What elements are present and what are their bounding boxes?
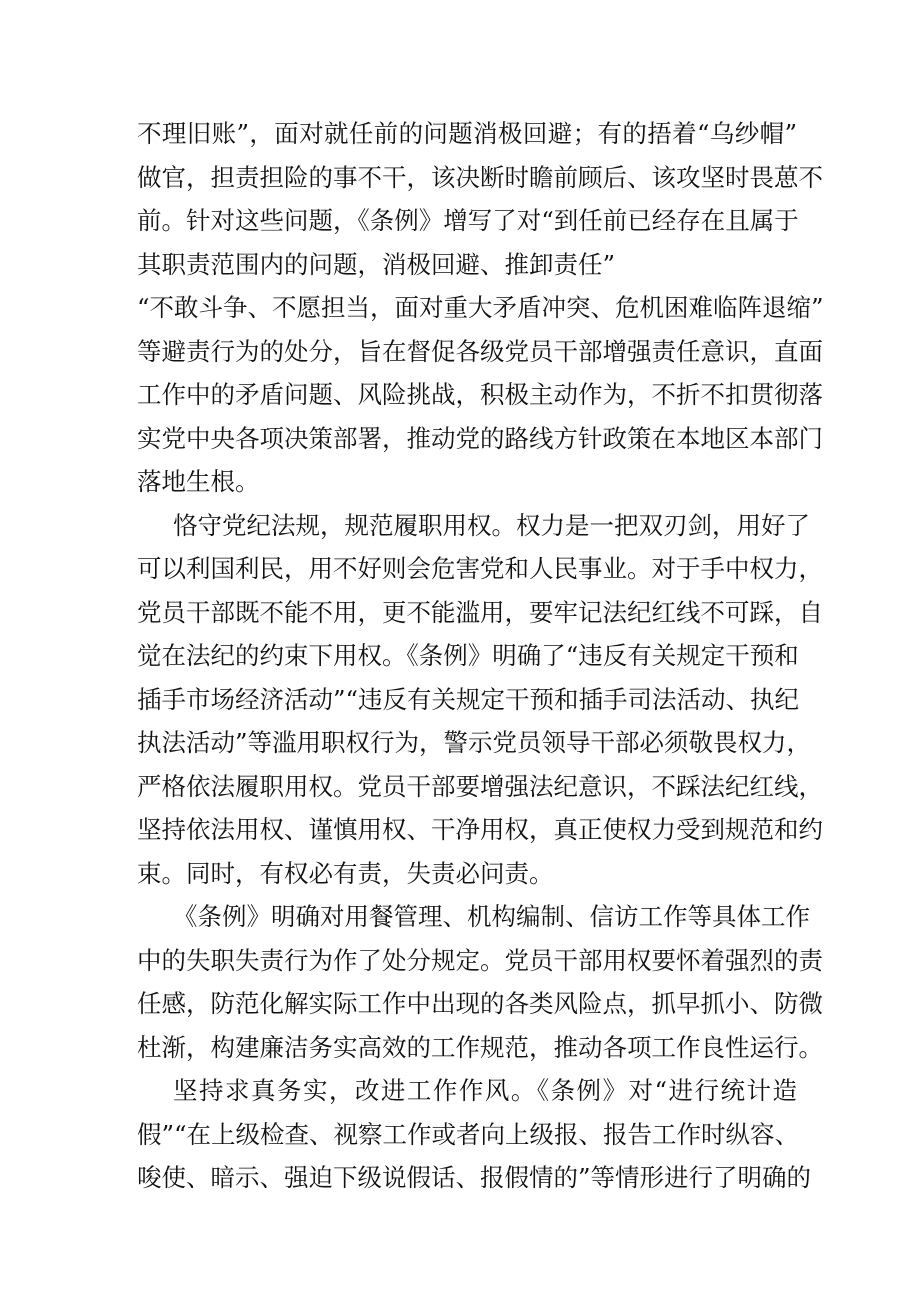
text-line: “不敢斗争、不愿担当，面对重大矛盾冲突、危机困难临阵退缩” [137, 293, 824, 322]
text-line: 《条例》明确对用餐管理、机构编制、信访工作等具体工作 [173, 902, 810, 931]
text-line: 党员干部既不能不用，更不能滥用，要牢记法纪红线不可踩，自 [137, 597, 823, 627]
text-line: 唆使、暗示、强迫下级说假话、报假情的”等情形进行了明确的 [137, 1163, 812, 1192]
text-line: 不理旧账”，面对就任前的问题消极回避；有的捂着“乌纱帽” [137, 119, 797, 148]
text-line: 插手市场经济活动”“违反有关规定干预和插手司法活动、执纪 [137, 684, 800, 714]
text-line: 工作中的矛盾问题、风险挑战，积极主动作为，不折不扣贯彻落 [137, 380, 823, 409]
text-line: 坚持依法用权、谨慎用权、干净用权，真正使权力受到规范和约 [137, 815, 823, 844]
document-body [137, 112, 824, 1200]
text-line: 落地生根。 [137, 467, 260, 496]
text-line: 做官，担责担险的事不干，该决断时瞻前顾后、该攻坚时畏葸不 [137, 162, 823, 192]
text-line: 假”“在上级检查、视察工作或者向上级报、报告工作时纵容、 [137, 1119, 800, 1149]
text-line: 可以利国利民，用不好则会危害党和人民事业。对于手中权力， [137, 554, 823, 583]
text-line: 实党中央各项决策部署，推动党的路线方针政策在本地区本部门 [137, 423, 823, 453]
text-line: 坚持求真务实，改进工作作风。《条例》对“进行统计造 [173, 1076, 797, 1105]
text-line: 前。针对这些问题，《条例》增写了对“到任前已经存在且属于 [137, 206, 799, 235]
text-line: 恪守党纪法规，规范履职用权。权力是一把双刃剑，用好了 [173, 510, 810, 540]
text-line: 严格依法履职用权。党员干部要增强法纪意识，不踩法纪红线， [137, 771, 823, 801]
text-line: 任感，防范化解实际工作中出现的各类风险点，抓早抓小、防微 [137, 989, 823, 1018]
text-line: 等避责行为的处分，旨在督促各级党员干部增强责任意识，直面 [137, 336, 823, 366]
text-line: 觉在法纪的约束下用权。《条例》明确了“违反有关规定干预和 [137, 641, 799, 670]
text-line: 束。同时，有权必有责，失责必问责。 [137, 858, 554, 888]
text-line: 杜渐，构建廉洁务实高效的工作规范，推动各项工作良性运行。 [137, 1032, 823, 1062]
text-line: 其职责范围内的问题，消极回避、推卸责任” [137, 249, 616, 279]
text-line: 执法活动”等滥用职权行为，警示党员领导干部必须敬畏权力， [137, 728, 812, 757]
text-line: 中的失职失责行为作了处分规定。党员干部用权要怀着强烈的责 [137, 945, 823, 975]
